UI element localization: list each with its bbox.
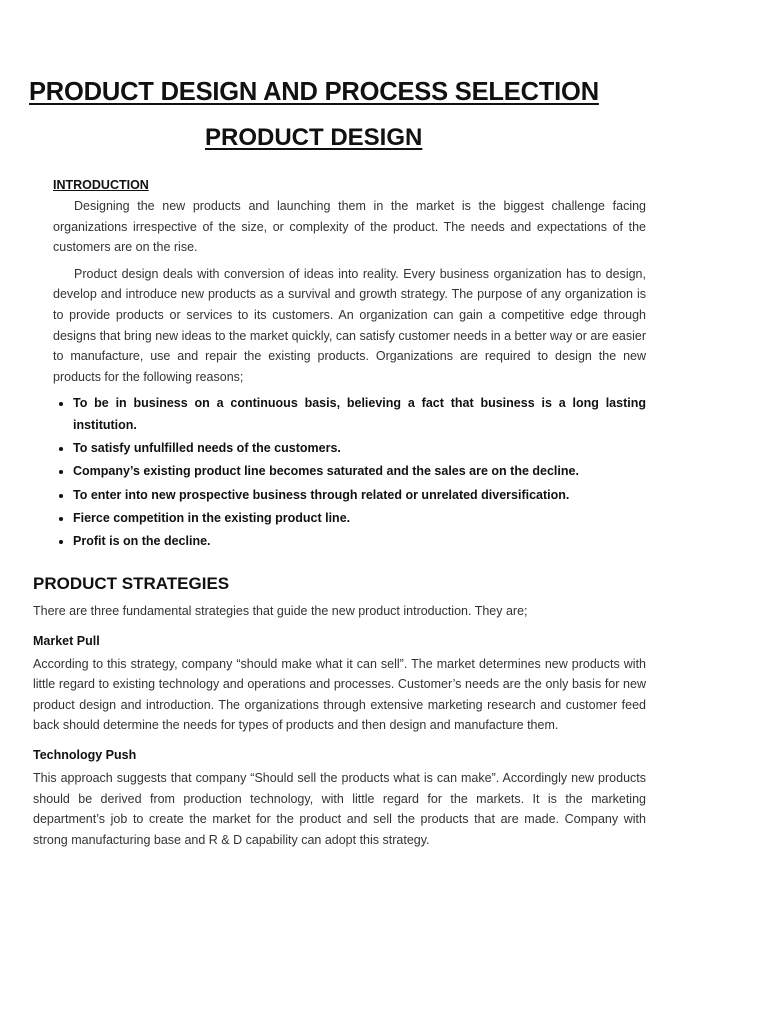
technology-push-heading: Technology Push (33, 747, 137, 762)
reason-item: • Profit is on the decline. (73, 531, 646, 553)
reasons-list (53, 393, 646, 552)
product-strategies-intro: There are three fundamental strategies that guide the new product introduction. They are; (33, 604, 528, 618)
market-pull-text: According to this strategy, company “should make what it can sell”. The market determines new products with little regard to existing technology and operations and processes. Customer’s needs are the only basis for new product design and introduction. The organizations through extensive marketing research and customer feed back should determine the needs for types of products and then design and manufacture them. (33, 656, 646, 733)
market-pull-heading: Market Pull (33, 633, 100, 648)
main-title: PRODUCT DESIGN AND PROCESS SELECTION (29, 78, 599, 106)
product-strategies-section (33, 574, 646, 862)
introduction-heading: INTRODUCTION (53, 178, 149, 192)
product-strategies-heading: PRODUCT STRATEGIES (33, 574, 230, 593)
sub-title: PRODUCT DESIGN (205, 124, 423, 151)
technology-push-text: This approach suggests that company “Should sell the products what is can make”. Accordingly new products should be derived from production technology, with little regard for the markets. It is the marketing department’s job to create the market for the product and sell the products that are made. Company with strong manufacturing base and R & D capability can adopt this strategy. (33, 770, 646, 847)
reason-item: • Company’s existing product line becomes saturated and the sales are on the decline. (73, 461, 646, 483)
introduction-paragraph-2: Product design deals with conversion of ideas into reality. Every business organization has to design, develop and introduce new products as a survival and growth strategy. The purpose of any organization is to provide products or services to its customers. An organization can gain a competitive edge through designs that bring new ideas to the market quickly, can satisfy customer needs in a better way or are easier to manufacture, use and repair the existing products. Organizations are required to design the new products for the following reasons; (53, 266, 646, 384)
reason-item: • Fierce competition in the existing product line. (73, 508, 646, 530)
reason-item: • To be in business on a continuous basis, believing a fact that business is a long lasting institution. (73, 393, 646, 436)
introduction-section (53, 178, 646, 555)
reason-item: • To enter into new prospective business through related or unrelated diversification. (73, 485, 646, 507)
reason-item: • To satisfy unfulfilled needs of the customers. (73, 438, 646, 460)
introduction-paragraph-1: Designing the new products and launching them in the market is the biggest challenge facing organizations irrespective of the size, or complexity of the product. The needs and expectations of the customers are on the rise. (53, 199, 646, 255)
